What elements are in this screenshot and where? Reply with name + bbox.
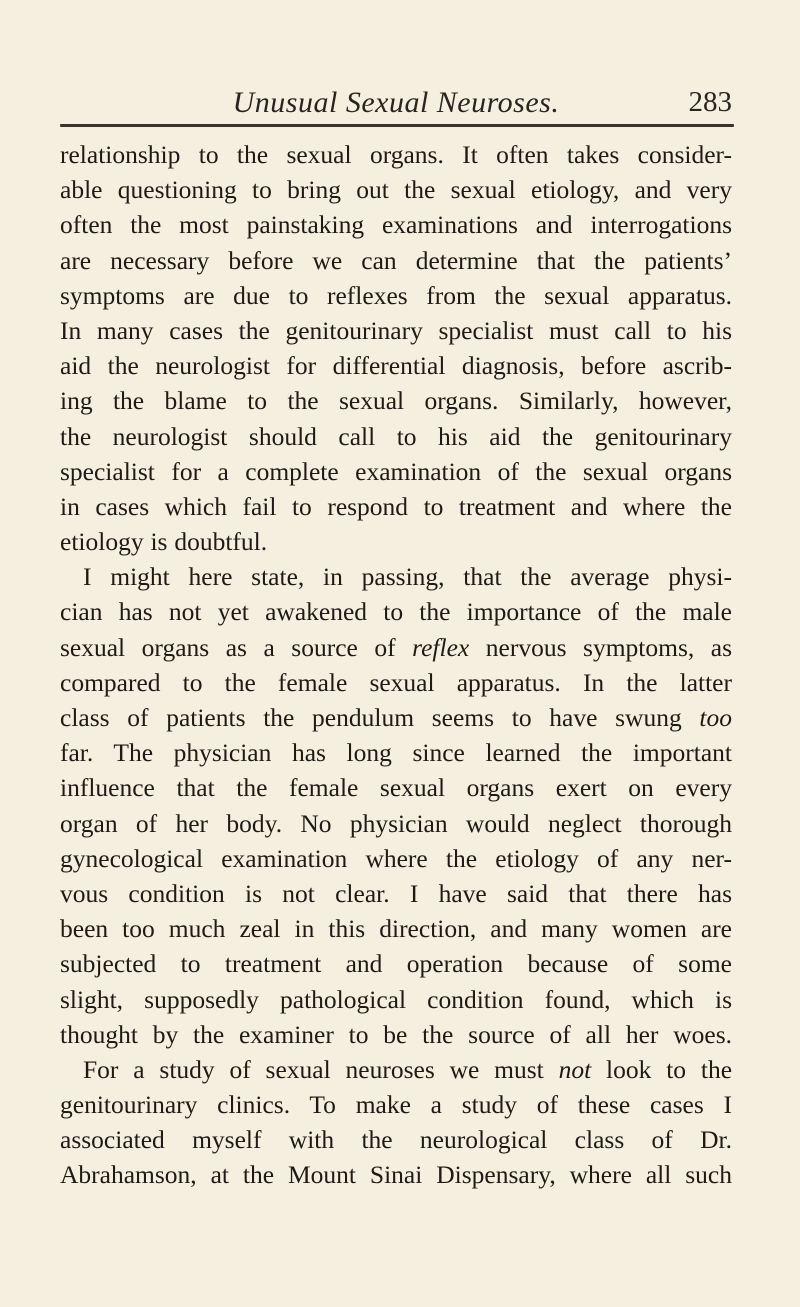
text-line	[60, 630, 732, 665]
text-segment: sexual organs as a source of	[60, 632, 396, 662]
text-line: been too much zeal in this direction, and many women are	[60, 914, 732, 944]
running-head	[60, 86, 732, 122]
page-number: 283	[688, 86, 732, 118]
text-line: subjected to treatment and operation because of some	[60, 949, 732, 979]
text-line: vous condition is not clear. I have said that there has	[60, 878, 732, 908]
text-line: cian has not yet awakened to the importance of the male	[60, 597, 732, 627]
text-line: I might here state, in passing, that the average physi-	[83, 562, 732, 592]
text-line: often the most painstaking examinations and interrogations	[60, 210, 732, 240]
header-rule	[60, 124, 734, 127]
text-line: ing the blame to the sexual organs. Similarly, however,	[60, 386, 732, 416]
text-line: slight, supposedly pathological condition found, which is	[60, 984, 732, 1014]
text-line	[60, 1052, 732, 1087]
text-line: thought by the examiner to be the source of all her woes.	[60, 1019, 732, 1049]
text-line: gynecological examination where the etiology of any ner-	[60, 843, 732, 873]
text-line: able questioning to bring out the sexual etiology, and very	[60, 175, 732, 205]
text-line: influence that the female sexual organs exert on every	[60, 773, 732, 803]
text-line: are necessary before we can determine that the patients’	[60, 245, 732, 275]
text-line: far. The physician has long since learned the important	[60, 738, 732, 768]
text-line: specialist for a complete examination of the sexual organs	[60, 456, 732, 486]
text-line: relationship to the sexual organs. It often takes consider-	[60, 140, 732, 169]
italic-word: too	[699, 703, 732, 732]
text-line: symptoms are due to reflexes from the sexual apparatus.	[60, 280, 732, 310]
italic-word: reflex	[412, 632, 470, 662]
text-line: associated myself with the neurological class of Dr.	[60, 1125, 732, 1155]
text-segment: nervous symptoms, as	[485, 632, 733, 662]
text-line: organ of her body. No physician would neglect thorough	[60, 808, 732, 838]
text-line	[60, 700, 732, 735]
text-line: etiology is doubtful.	[60, 527, 268, 557]
text-line: in cases which fail to respond to treatment and where the	[60, 491, 732, 521]
italic-word: not	[558, 1054, 592, 1084]
text-line: genitourinary clinics. To make a study of these cases I	[60, 1090, 732, 1120]
text-line: In many cases the genitourinary specialist must call to his	[60, 315, 732, 345]
text-line: compared to the female sexual apparatus. In the latter	[60, 667, 732, 697]
body-text	[60, 137, 732, 1193]
text-segment: look to the	[606, 1054, 733, 1084]
text-segment: class of patients the pendulum seems to have swung	[60, 703, 682, 732]
running-title: Unusual Sexual Neuroses.	[232, 86, 560, 119]
text-line: the neurologist should call to his aid the genitourinary	[60, 421, 732, 451]
text-line: aid the neurologist for differential diagnosis, before ascrib-	[60, 351, 732, 381]
text-line: Abrahamson, at the Mount Sinai Dispensary, where all such	[60, 1160, 732, 1190]
text-segment: For a study of sexual neuroses we must	[83, 1054, 544, 1084]
